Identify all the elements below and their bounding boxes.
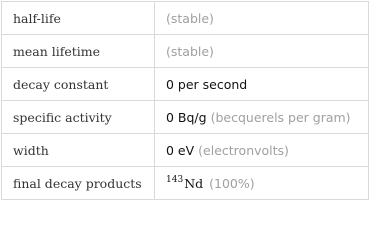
nuclide xyxy=(166,176,203,191)
element-symbol: Nd xyxy=(184,176,204,191)
table-row-mean-lifetime xyxy=(2,35,369,68)
row-value-cell xyxy=(155,2,369,35)
row-label: mean lifetime xyxy=(2,35,155,68)
row-value-cell xyxy=(155,68,369,101)
row-label: width xyxy=(2,134,155,167)
mass-number: 143 xyxy=(166,175,184,185)
table-row-final-decay-products xyxy=(2,167,369,200)
row-value-cell xyxy=(155,167,369,200)
row-value: (stable) xyxy=(166,10,214,26)
row-value-cell xyxy=(155,134,369,167)
properties-table xyxy=(1,1,369,200)
table-row-width xyxy=(2,134,369,167)
row-value-cell xyxy=(155,35,369,68)
table-row-decay-constant xyxy=(2,68,369,101)
row-value: 0 Bq/g xyxy=(166,109,207,125)
unit-note: (electronvolts) xyxy=(198,142,289,158)
table-row-specific-activity xyxy=(2,101,369,134)
row-value: 0 eV xyxy=(166,142,195,158)
unit-note: (becquerels per gram) xyxy=(210,109,351,125)
row-value: 0 per second xyxy=(166,76,248,92)
row-label: specific activity xyxy=(2,101,155,134)
row-label: half-life xyxy=(2,2,155,35)
branching-percent: (100%) xyxy=(209,176,255,191)
row-value: (stable) xyxy=(166,43,214,59)
row-label: decay constant xyxy=(2,68,155,101)
row-label: final decay products xyxy=(2,167,155,200)
row-value-cell xyxy=(155,101,369,134)
table-row-half-life xyxy=(2,2,369,35)
